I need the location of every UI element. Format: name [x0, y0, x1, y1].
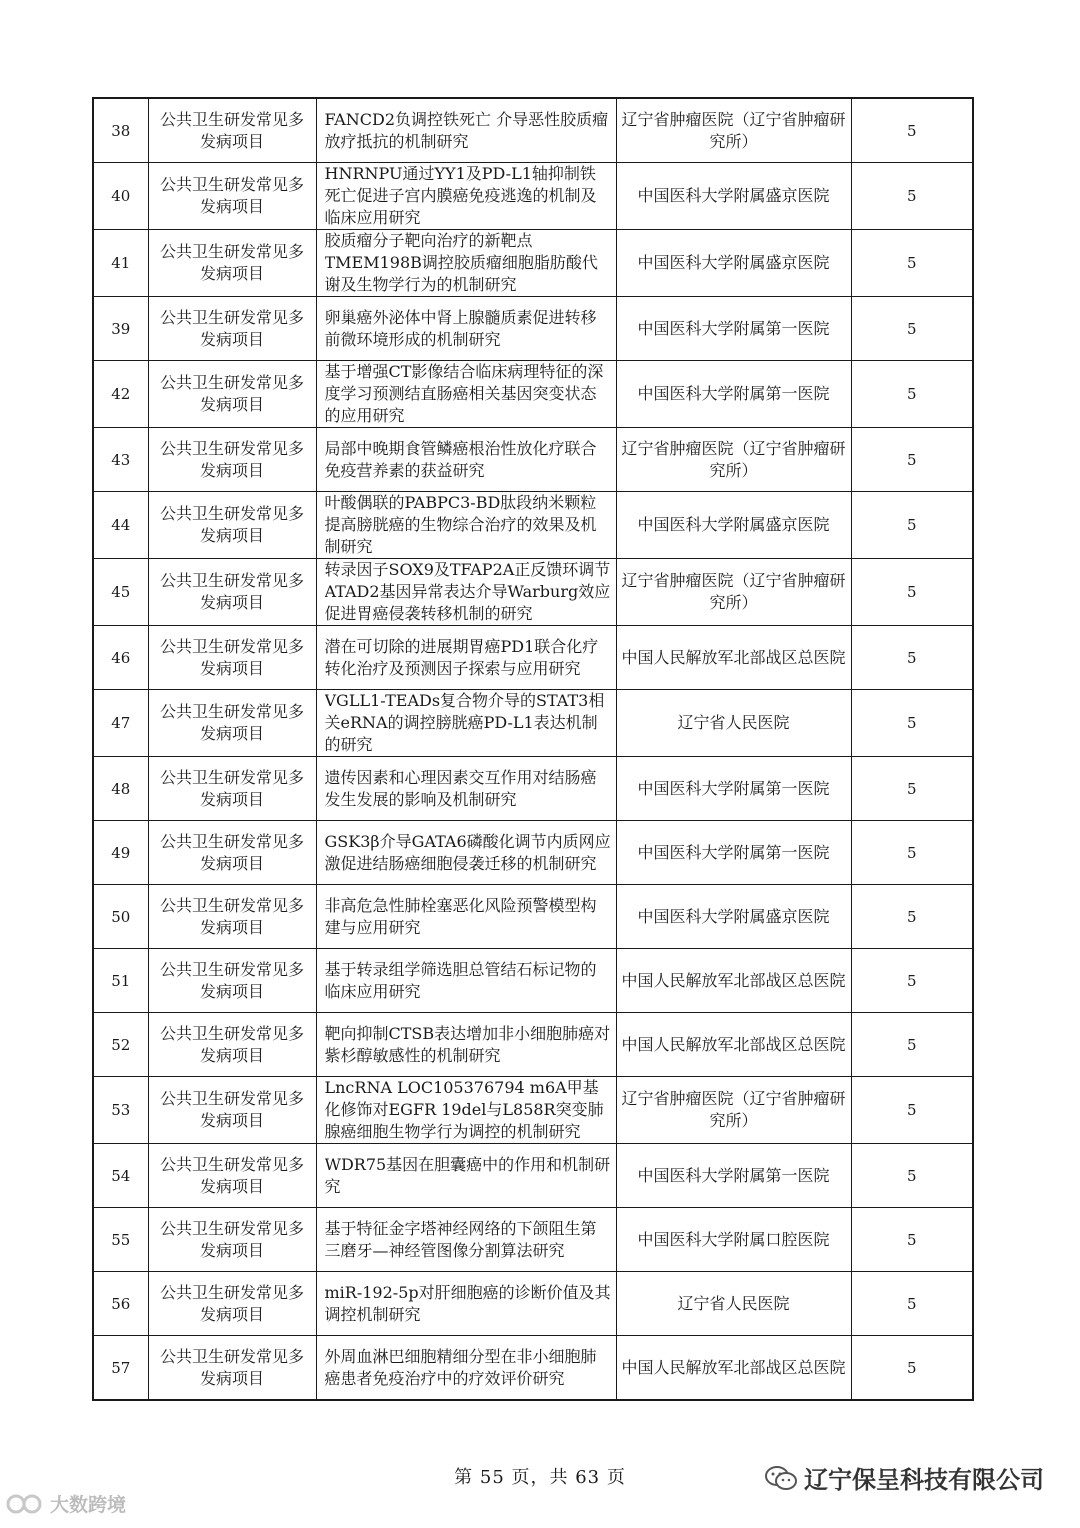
cell-category — [148, 690, 316, 757]
table-row — [93, 1272, 973, 1336]
cell-project-title-text: 局部中晚期食管鳞癌根治性放化疗联合免疫营养素的获益研究 — [324, 438, 597, 480]
cell-score — [851, 1077, 973, 1144]
cell-number-text: 53 — [111, 1101, 131, 1119]
cell-organization-text: 中国医科大学附属第一医院 — [637, 384, 830, 403]
cell-number — [93, 98, 148, 163]
cell-number — [93, 361, 148, 428]
cell-project-title-text: 潜在可切除的进展期胃癌PD1联合化疗转化治疗及预测因子探索与应用研究 — [324, 636, 599, 678]
cell-organization — [616, 1077, 851, 1144]
cell-category-text: 公共卫生研发常见多发病项目 — [159, 1282, 304, 1324]
cell-organization — [616, 626, 851, 690]
cell-score — [851, 230, 973, 297]
cell-category-text: 公共卫生研发常见多发病项目 — [159, 1089, 304, 1130]
cell-project-title-text: WDR75基因在胆囊癌中的作用和机制研究 — [324, 1154, 611, 1196]
cell-number — [93, 690, 148, 757]
cell-organization-text: 中国医科大学附属第一医院 — [637, 842, 830, 862]
table-row — [93, 885, 973, 949]
cell-number-text: 55 — [111, 1230, 131, 1249]
cell-score — [851, 492, 973, 559]
cell-number-text: 50 — [111, 907, 131, 926]
cell-organization — [616, 1336, 851, 1401]
cell-score-text: 5 — [906, 971, 917, 990]
cell-score — [851, 626, 973, 690]
cell-project-title — [316, 821, 616, 885]
cell-score — [851, 559, 973, 626]
cell-score-text: 5 — [906, 907, 917, 926]
cell-category — [148, 98, 316, 163]
cell-project-title — [316, 428, 616, 492]
cell-organization-text: 中国医科大学附属第一医院 — [637, 1165, 830, 1185]
cell-project-title-text: 基于特征金字塔神经网络的下颌阻生第三磨牙—神经管图像分割算法研究 — [324, 1218, 597, 1260]
cell-number — [93, 885, 148, 949]
cell-number-text: 47 — [111, 714, 131, 732]
table-row — [93, 949, 973, 1013]
table-row — [93, 361, 973, 428]
table-row — [93, 1208, 973, 1272]
cell-score-text: 5 — [906, 1294, 917, 1313]
cell-project-title — [316, 98, 616, 163]
cell-organization-text: 中国医科大学附属盛京医院 — [637, 253, 830, 272]
cell-number-text: 38 — [111, 121, 131, 140]
cell-score-text: 5 — [906, 843, 917, 862]
table-row — [93, 428, 973, 492]
cell-score — [851, 690, 973, 757]
cell-category-text: 公共卫生研发常见多发病项目 — [159, 571, 304, 612]
cell-category-text: 公共卫生研发常见多发病项目 — [159, 373, 304, 414]
cell-category-text: 公共卫生研发常见多发病项目 — [159, 1346, 304, 1388]
cell-organization — [616, 98, 851, 163]
watermark-brand-text: 大数跨境 — [50, 1494, 127, 1516]
table-row — [93, 559, 973, 626]
cell-number-text: 43 — [111, 450, 131, 469]
cell-organization-text: 辽宁省人民医院 — [677, 1293, 790, 1313]
cell-organization — [616, 821, 851, 885]
cell-score — [851, 1208, 973, 1272]
cell-project-title — [316, 297, 616, 361]
cell-category-text: 公共卫生研发常见多发病项目 — [159, 1154, 304, 1196]
cell-score — [851, 1144, 973, 1208]
cell-organization-text: 中国人民解放军北部战区总医院 — [621, 970, 846, 990]
table-body — [93, 98, 973, 1400]
cell-project-title-text: 靶向抑制CTSB表达增加非小细胞肺癌对紫杉醇敏感性的机制研究 — [324, 1023, 611, 1065]
cell-category-text: 公共卫生研发常见多发病项目 — [159, 1218, 304, 1260]
cell-number-text: 49 — [111, 843, 131, 862]
cell-category — [148, 361, 316, 428]
table-row — [93, 297, 973, 361]
cell-category — [148, 757, 316, 821]
cell-category — [148, 949, 316, 1013]
cell-score-text: 5 — [906, 1166, 917, 1185]
table-row — [93, 1013, 973, 1077]
cell-number-text: 56 — [111, 1294, 131, 1313]
cell-category-text: 公共卫生研发常见多发病项目 — [159, 438, 304, 480]
cell-project-title-text: 非高危急性肺栓塞恶化风险预警模型构建与应用研究 — [324, 895, 597, 937]
cell-score — [851, 297, 973, 361]
cell-score — [851, 98, 973, 163]
cell-project-title-text: 叶酸偶联的PABPC3-BD肽段纳米颗粒提高膀胱癌的生物综合治疗的效果及机制研究 — [324, 493, 597, 556]
cell-category — [148, 230, 316, 297]
cell-number-text: 52 — [111, 1035, 131, 1054]
cell-number-text: 39 — [111, 319, 131, 338]
cell-organization-text: 辽宁省肿瘤医院（辽宁省肿瘤研究所） — [621, 109, 846, 151]
cell-organization — [616, 1144, 851, 1208]
table-row — [93, 1144, 973, 1208]
table-row — [93, 690, 973, 757]
cell-category-text: 公共卫生研发常见多发病项目 — [159, 504, 304, 545]
watermark-company-text: 辽宁保呈科技有限公司 — [804, 1466, 1044, 1494]
cell-category-text: 公共卫生研发常见多发病项目 — [159, 895, 304, 937]
cell-project-title — [316, 885, 616, 949]
cell-number — [93, 1272, 148, 1336]
cell-organization-text: 中国人民解放军北部战区总医院 — [621, 1034, 846, 1054]
table-row — [93, 821, 973, 885]
cell-score — [851, 949, 973, 1013]
logo-icon — [6, 1492, 46, 1516]
cell-project-title — [316, 1013, 616, 1077]
cell-category — [148, 492, 316, 559]
cell-number-text: 41 — [111, 254, 131, 272]
cell-score — [851, 428, 973, 492]
cell-project-title-text: LncRNA LOC105376794 m6A甲基化修饰对EGFR 19del与L858R突变肺腺癌细胞生物学行为调控的机制研究 — [324, 1078, 604, 1141]
cell-score — [851, 163, 973, 230]
cell-project-title-text: 遗传因素和心理因素交互作用对结肠癌发生发展的影响及机制研究 — [324, 767, 597, 809]
cell-category — [148, 1272, 316, 1336]
cell-number-text: 42 — [111, 385, 131, 403]
cell-category-text: 公共卫生研发常见多发病项目 — [159, 767, 304, 809]
cell-score-text: 5 — [906, 450, 917, 469]
cell-project-title — [316, 1336, 616, 1401]
cell-organization-text: 辽宁省肿瘤医院（辽宁省肿瘤研究所） — [621, 438, 846, 480]
cell-project-title-text: 外周血淋巴细胞精细分型在非小细胞肺癌患者免疫治疗中的疗效评价研究 — [324, 1346, 597, 1388]
cell-organization — [616, 361, 851, 428]
cell-project-title-text: 胶质瘤分子靶向治疗的新靶点TMEM198B调控胶质瘤细胞脂肪酸代谢及生物学行为的机制研究 — [324, 231, 598, 294]
watermark-company — [764, 1460, 1044, 1495]
cell-score-text: 5 — [906, 1101, 917, 1119]
cell-category — [148, 163, 316, 230]
cell-number-text: 44 — [111, 516, 131, 534]
cell-score-text: 5 — [906, 1035, 917, 1054]
cell-organization — [616, 690, 851, 757]
table-row — [93, 1336, 973, 1401]
cell-project-title-text: GSK3β介导GATA6磷酸化调节内质网应激促进结肠癌细胞侵袭迁移的机制研究 — [324, 831, 611, 873]
cell-number — [93, 492, 148, 559]
table-row — [93, 230, 973, 297]
cell-project-title — [316, 626, 616, 690]
cell-number-text: 45 — [111, 583, 131, 601]
cell-score-text: 5 — [906, 254, 917, 272]
cell-project-title — [316, 1208, 616, 1272]
cell-number — [93, 626, 148, 690]
table-row — [93, 626, 973, 690]
cell-category-text: 公共卫生研发常见多发病项目 — [159, 959, 304, 1001]
cell-project-title — [316, 492, 616, 559]
cell-score-text: 5 — [906, 714, 917, 732]
cell-organization — [616, 1208, 851, 1272]
cell-category-text: 公共卫生研发常见多发病项目 — [159, 175, 304, 216]
cell-number — [93, 1208, 148, 1272]
cell-category — [148, 559, 316, 626]
cell-number — [93, 230, 148, 297]
cell-organization — [616, 297, 851, 361]
cell-category — [148, 821, 316, 885]
cell-category — [148, 626, 316, 690]
cell-score-text: 5 — [906, 516, 917, 534]
cell-organization — [616, 1013, 851, 1077]
cell-organization-text: 中国医科大学附属盛京医院 — [637, 906, 830, 926]
cell-project-title — [316, 230, 616, 297]
cell-score-text: 5 — [906, 779, 917, 798]
cell-project-title — [316, 559, 616, 626]
cell-number-text: 54 — [111, 1166, 131, 1185]
cell-organization — [616, 1272, 851, 1336]
cell-project-title — [316, 690, 616, 757]
cell-category-text: 公共卫生研发常见多发病项目 — [159, 307, 304, 349]
cell-score-text: 5 — [906, 187, 917, 205]
cell-organization — [616, 559, 851, 626]
cell-score-text: 5 — [906, 583, 917, 601]
cell-organization-text: 中国医科大学附属口腔医院 — [637, 1229, 830, 1249]
cell-organization — [616, 492, 851, 559]
cell-number — [93, 949, 148, 1013]
cell-project-title — [316, 163, 616, 230]
cell-project-title-text: 卵巢癌外泌体中肾上腺髓质素促进转移前微环境形成的机制研究 — [324, 307, 597, 349]
cell-project-title-text: miR-192-5p对肝细胞癌的诊断价值及其调控机制研究 — [324, 1282, 611, 1324]
cell-project-title-text: 基于转录组学筛选胆总管结石标记物的临床应用研究 — [324, 959, 597, 1001]
cell-score — [851, 1336, 973, 1401]
cell-score — [851, 1272, 973, 1336]
cell-number — [93, 559, 148, 626]
cell-project-title — [316, 1272, 616, 1336]
cell-category-text: 公共卫生研发常见多发病项目 — [159, 1023, 304, 1065]
cell-category — [148, 1336, 316, 1401]
cell-score-text: 5 — [906, 121, 917, 140]
cell-category — [148, 1144, 316, 1208]
cell-organization-text: 辽宁省肿瘤医院（辽宁省肿瘤研究所） — [621, 1089, 846, 1130]
table-row — [93, 757, 973, 821]
cell-organization — [616, 949, 851, 1013]
table-row — [93, 163, 973, 230]
cell-category — [148, 1013, 316, 1077]
cell-category — [148, 1077, 316, 1144]
cell-organization-text: 中国人民解放军北部战区总医院 — [621, 647, 846, 667]
cell-score — [851, 361, 973, 428]
cell-score — [851, 757, 973, 821]
cell-score-text: 5 — [906, 1358, 917, 1377]
cell-project-title — [316, 757, 616, 821]
cell-score-text: 5 — [906, 385, 917, 403]
cell-project-title-text: VGLL1-TEADs复合物介导的STAT3相关eRNA的调控膀胱癌PD-L1表达机制的研究 — [324, 691, 605, 754]
cell-number — [93, 1336, 148, 1401]
cell-project-title-text: FANCD2负调控铁死亡 介导恶性胶质瘤放疗抵抗的机制研究 — [324, 109, 609, 151]
cell-number — [93, 1144, 148, 1208]
cell-score — [851, 885, 973, 949]
cell-project-title-text: 基于增强CT影像结合临床病理特征的深度学习预测结直肠癌相关基因突变状态的应用研究 — [324, 362, 604, 425]
cell-category — [148, 1208, 316, 1272]
cell-score-text: 5 — [906, 648, 917, 667]
cell-score-text: 5 — [906, 319, 917, 338]
cell-project-title-text: HNRNPU通过YY1及PD-L1轴抑制铁死亡促进子宫内膜癌免疫逃逸的机制及临床应用研究 — [324, 164, 597, 227]
cell-organization-text: 中国医科大学附属盛京医院 — [637, 515, 830, 534]
wechat-icon — [764, 1464, 798, 1492]
cell-organization-text: 中国医科大学附属盛京医院 — [637, 186, 830, 205]
cell-organization — [616, 885, 851, 949]
cell-number — [93, 297, 148, 361]
cell-number — [93, 163, 148, 230]
cell-organization-text: 中国医科大学附属第一医院 — [637, 318, 830, 338]
cell-number — [93, 1013, 148, 1077]
cell-score — [851, 1013, 973, 1077]
cell-organization — [616, 757, 851, 821]
cell-organization-text: 中国医科大学附属第一医院 — [637, 778, 830, 798]
table-row — [93, 1077, 973, 1144]
cell-number-text: 51 — [111, 971, 131, 990]
page-number: 第 55 页，共 63 页 — [454, 1467, 626, 1488]
cell-organization-text: 辽宁省人民医院 — [677, 713, 790, 732]
cell-category-text: 公共卫生研发常见多发病项目 — [159, 109, 304, 151]
project-table — [92, 97, 974, 1401]
cell-category-text: 公共卫生研发常见多发病项目 — [159, 636, 304, 678]
cell-category — [148, 885, 316, 949]
cell-number — [93, 428, 148, 492]
cell-score — [851, 821, 973, 885]
cell-number — [93, 757, 148, 821]
cell-category — [148, 297, 316, 361]
cell-category — [148, 428, 316, 492]
cell-organization-text: 辽宁省肿瘤医院（辽宁省肿瘤研究所） — [621, 571, 846, 612]
cell-project-title — [316, 1144, 616, 1208]
cell-number-text: 48 — [111, 779, 131, 798]
cell-number — [93, 1077, 148, 1144]
cell-number-text: 46 — [111, 648, 131, 667]
cell-category-text: 公共卫生研发常见多发病项目 — [159, 702, 304, 743]
cell-project-title — [316, 1077, 616, 1144]
cell-project-title — [316, 361, 616, 428]
cell-category-text: 公共卫生研发常见多发病项目 — [159, 831, 304, 873]
cell-number-text: 57 — [111, 1358, 131, 1377]
cell-project-title — [316, 949, 616, 1013]
cell-number-text: 40 — [111, 187, 131, 205]
cell-project-title-text: 转录因子SOX9及TFAP2A正反馈环调节ATAD2基因异常表达介导Warburg效应促进胃癌侵袭转移机制的研究 — [324, 560, 611, 623]
table-row — [93, 492, 973, 559]
cell-organization-text: 中国人民解放军北部战区总医院 — [621, 1357, 846, 1377]
table-row — [93, 98, 973, 163]
cell-organization — [616, 230, 851, 297]
cell-number — [93, 821, 148, 885]
cell-score-text: 5 — [906, 1230, 917, 1249]
cell-organization — [616, 428, 851, 492]
cell-category-text: 公共卫生研发常见多发病项目 — [159, 242, 304, 283]
watermark-brand — [6, 1490, 126, 1517]
cell-organization — [616, 163, 851, 230]
